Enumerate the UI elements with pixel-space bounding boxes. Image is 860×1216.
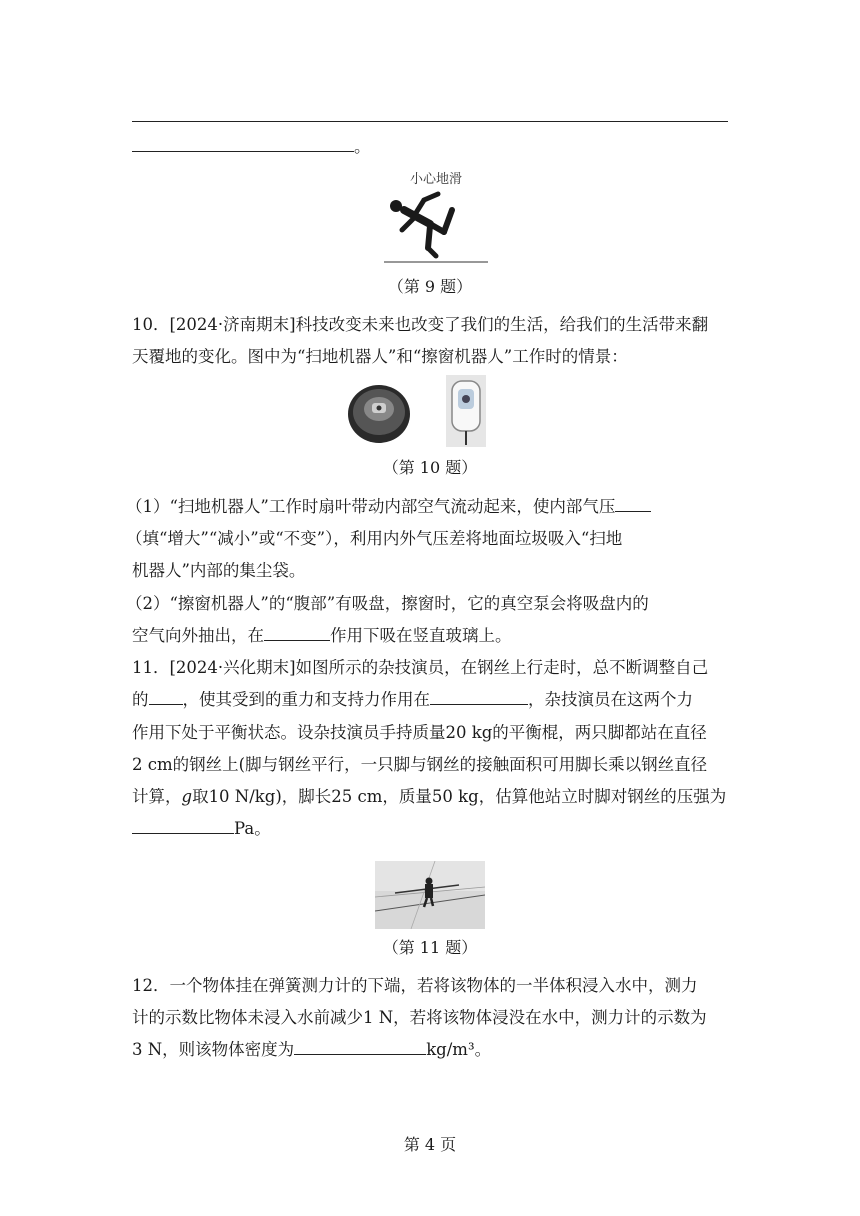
q10-sub1-line-3: 机器人”内部的集尘袋。 (132, 561, 306, 580)
robots-figure (346, 375, 486, 447)
answer-blank-line (430, 689, 528, 705)
q11-line-3: 作用下处于平衡状态。设杂技演员手持质量20 kg的平衡棍，两只脚都站在直径 (132, 723, 707, 742)
window-robot-icon (446, 375, 486, 447)
answer-line (132, 121, 728, 122)
figure-caption-10: （第 10 题） (382, 458, 478, 477)
answer-blank-center (149, 689, 183, 705)
q12-line-3: 3 N，则该物体密度为 kg/m³。 (132, 1040, 492, 1059)
answer-blank-force (264, 625, 330, 641)
answer-blank-density (294, 1039, 426, 1055)
slippery-sign-figure (380, 168, 492, 264)
q11-line-5: 计算，g取10 N/kg)，脚长25 cm，质量50 kg，估算他站立时脚对钢丝的压强为 (132, 787, 727, 806)
tightrope-figure (375, 861, 485, 929)
page-number: 第 4 页 (403, 1135, 457, 1154)
answer-blank-pressure-value (132, 818, 234, 834)
sign-text: 小心地滑 (409, 172, 462, 187)
answer-line-tail: 。 (132, 136, 371, 158)
q10-line-1: 10．[2024·济南期末]科技改变未来也改变了我们的生活，给我们的生活带来翻 (132, 315, 709, 334)
q10-sub2-line-1: （2）“擦窗机器人”的“腹部”有吸盘，擦窗时，它的真空泵会将吸盘内的 (126, 594, 649, 613)
robot-vacuum-icon (346, 381, 412, 445)
answer-blank-pressure (615, 496, 651, 512)
figure-caption-11: （第 11 题） (382, 938, 478, 957)
q11-line-4: 2 cm的钢丝上(脚与钢丝平行，一只脚与钢丝的接触面积可用脚长乘以钢丝直径 (132, 755, 708, 774)
q10-line-2: 天覆地的变化。图中为“扫地机器人”和“擦窗机器人”工作时的情景： (132, 347, 628, 366)
q10-sub1-line-2: （填“增大”“减小”或“不变”），利用内外气压差将地面垃圾吸入“扫地 (126, 529, 623, 548)
q11-line-2: 的 ，使其受到的重力和支持力作用在 ，杂技演员在这两个力 (132, 690, 693, 709)
tightrope-walker-icon (375, 861, 485, 929)
q12-line-1: 12．一个物体挂在弹簧测力计的下端，若将该物体的一半体积浸入水中，测力 (132, 976, 698, 995)
q12-line-2: 计的示数比物体未浸入水前减少1 N，若将该物体浸没在水中，测力计的示数为 (132, 1008, 707, 1027)
q10-sub2-line-2: 空气向外抽出，在 作用下吸在竖直玻璃上。 (132, 626, 512, 645)
figure-caption-9: （第 9 题） (387, 277, 473, 296)
q10-sub1-line-1: （1）“扫地机器人”工作时扇叶带动内部空气流动起来，使内部气压 (126, 496, 651, 518)
q11-line-6: Pa。 (132, 818, 271, 840)
q11-line-1: 11．[2024·兴化期末]如图所示的杂技演员，在钢丝上行走时，总不断调整自己 (132, 658, 709, 677)
answer-blank (132, 136, 354, 152)
slipping-person-icon (380, 186, 492, 264)
